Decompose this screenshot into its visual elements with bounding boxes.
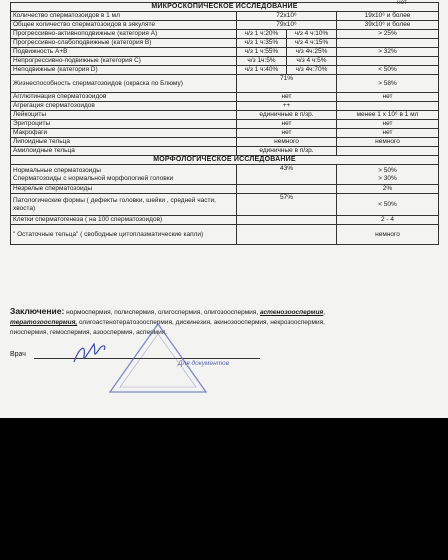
row-value: 43% [237, 165, 337, 185]
table-row [11, 129, 439, 138]
conclusion-line3: пиоспермия, гемоспермия, азооспермия, аспермия. [10, 329, 168, 336]
table-row [11, 21, 439, 30]
row-label: Агглютинация сперматозоидов [11, 93, 237, 102]
row-norm: менее 1 х 10⁶ в 1 мл [337, 111, 439, 120]
row-value: нет [237, 93, 337, 102]
table-row [11, 39, 439, 48]
table-row [11, 12, 439, 21]
row-norm: > 58% [337, 75, 439, 93]
row-label: Прогрессивно-активноподвижные (категория А) [11, 30, 237, 39]
previous-row-fragment: нет [397, 0, 407, 6]
table-row [11, 48, 439, 57]
row-value [237, 216, 337, 225]
row-label: Патологические формы ( дефекты головки, шейки , средней части, хвоста) [11, 194, 237, 216]
normal-head-label: Сперматозоиды с нормальной морфологией головки [13, 174, 174, 182]
row-value-1h: ч/з 1 ч:20% [237, 30, 287, 39]
doctor-signature-icon [70, 340, 110, 368]
normal-norm: > 50% [378, 166, 397, 174]
row-label: Амилоидные тельца [11, 147, 237, 156]
row-value: 71% [237, 75, 337, 93]
table-row [11, 147, 439, 156]
row-value: 57% [237, 194, 337, 216]
row-label: Агрегация сперматозоидов [11, 102, 237, 111]
row-value-1h: ч/з 1 ч:40% [237, 66, 287, 75]
row-label: Липоидные тельца [11, 138, 237, 147]
conclusion-comma: , [323, 309, 326, 316]
table-row [11, 75, 439, 93]
row-norm: 19х10⁶ и более [337, 12, 439, 21]
row-label: Макрофаги [11, 129, 237, 138]
row-value: немного [237, 138, 337, 147]
row-value: 79х10⁶ [237, 21, 337, 30]
row-value-4h: ч/з 4 ч:10% [287, 30, 337, 39]
row-norm: > 32% [337, 48, 439, 57]
section-header-row [11, 156, 439, 165]
row-value-4h: ч/з 4ч:25% [287, 48, 337, 57]
row-norm: 2 - 4 [337, 216, 439, 225]
row-value: ++ [237, 102, 337, 111]
normal-sperm-label: Нормальные сперматозоиды [13, 166, 101, 174]
row-label: Непрогрессивно-подвижные (категория С) [11, 57, 237, 66]
row-norm: < 50% [337, 66, 439, 75]
row-label: Общее количество сперматозоидов в эякуляте [11, 21, 237, 30]
row-norm: 39х10⁶ и более [337, 21, 439, 30]
triangle-stamp-icon [108, 322, 208, 394]
row-norm: 2% [337, 185, 439, 194]
row-norm: нет [337, 129, 439, 138]
table-row [11, 57, 439, 66]
row-value [237, 225, 337, 245]
morph-section-title: МОРФОЛОГИЧЕСКОЕ ИССЛЕДОВАНИЕ [11, 156, 439, 165]
conclusion-line1: нормоспермия, полиспермия, олигоспермия, олигозооспермия, [66, 309, 259, 316]
row-value: единичные в п/зр. [237, 147, 337, 156]
table-row [11, 111, 439, 120]
row-norm [337, 147, 439, 156]
results-table [10, 2, 439, 245]
row-label: Лейкоциты [11, 111, 237, 120]
conclusion-label: Заключение: [10, 306, 65, 316]
table-row [11, 138, 439, 147]
table-row [11, 216, 439, 225]
micro-section-title: МИКРОСКОПИЧЕСКОЕ ИССЛЕДОВАНИЕ [11, 3, 439, 12]
table-row [11, 30, 439, 39]
table-row [11, 185, 439, 194]
row-value-4h: ч/з 4 ч:15% [287, 39, 337, 48]
row-norm: немного [337, 138, 439, 147]
row-norm [337, 39, 439, 48]
row-norm: < 50% [337, 194, 439, 216]
row-value-4h: ч/з 4ч:70% [287, 66, 337, 75]
normal-head-norm: > 30% [378, 174, 397, 182]
row-label: Количество сперматозоидов в 1 мл [11, 12, 237, 21]
row-norm [337, 57, 439, 66]
conclusion-block [10, 306, 440, 338]
row-value: нет [237, 129, 337, 138]
row-label: Жизнеспособность сперматозоидов (окраска по Блюму) [11, 75, 237, 93]
row-value: единичные в п/зр. [237, 111, 337, 120]
row-value-1h: ч/з 1 ч:55% [237, 48, 287, 57]
section-header-row [11, 3, 439, 12]
table-row [11, 165, 439, 185]
row-norm: > 25% [337, 30, 439, 39]
stamp-text: Для документов [178, 360, 230, 367]
table-row [11, 66, 439, 75]
row-value-4h: ч/з 4 ч:5% [287, 57, 337, 66]
row-norm [337, 102, 439, 111]
row-label: " Остаточные тельца" ( свободные цитоплазматические капли) [11, 225, 237, 245]
table-row [11, 93, 439, 102]
row-value: нет [237, 120, 337, 129]
row-label: Клетки сперматогенеза ( на 100 сперматозоидов) [11, 216, 237, 225]
conclusion-line2: олигоастенотератозооспермия, дискинезия, акинозооспермия, некрозооспермия, [79, 319, 325, 326]
table-row [11, 102, 439, 111]
conclusion-terato: тератозооспермия, [10, 319, 78, 326]
row-label: Незрелые сперматозоиды [11, 185, 237, 194]
table-row [11, 225, 439, 245]
row-label: Эритроциты [11, 120, 237, 129]
row-norm: немного [337, 225, 439, 245]
table-row [11, 194, 439, 216]
row-value [237, 185, 337, 194]
table-row [11, 120, 439, 129]
row-value-1h: ч/з 1 ч:35% [237, 39, 287, 48]
conclusion-asteno: астенозооспермия [259, 309, 324, 316]
row-label: Неподвижные (категория D) [11, 66, 237, 75]
row-norm [337, 165, 439, 185]
row-value-1h: ч/з 1ч:5% [237, 57, 287, 66]
row-label: Прогрессивно-слабоподвижные (категория В) [11, 39, 237, 48]
row-label: Подвижность A+B [11, 48, 237, 57]
row-norm: нет [337, 120, 439, 129]
row-value: 72х10⁶ [237, 12, 337, 21]
row-norm: нет [337, 93, 439, 102]
row-label [11, 165, 237, 185]
doctor-label: Врач [10, 351, 26, 358]
